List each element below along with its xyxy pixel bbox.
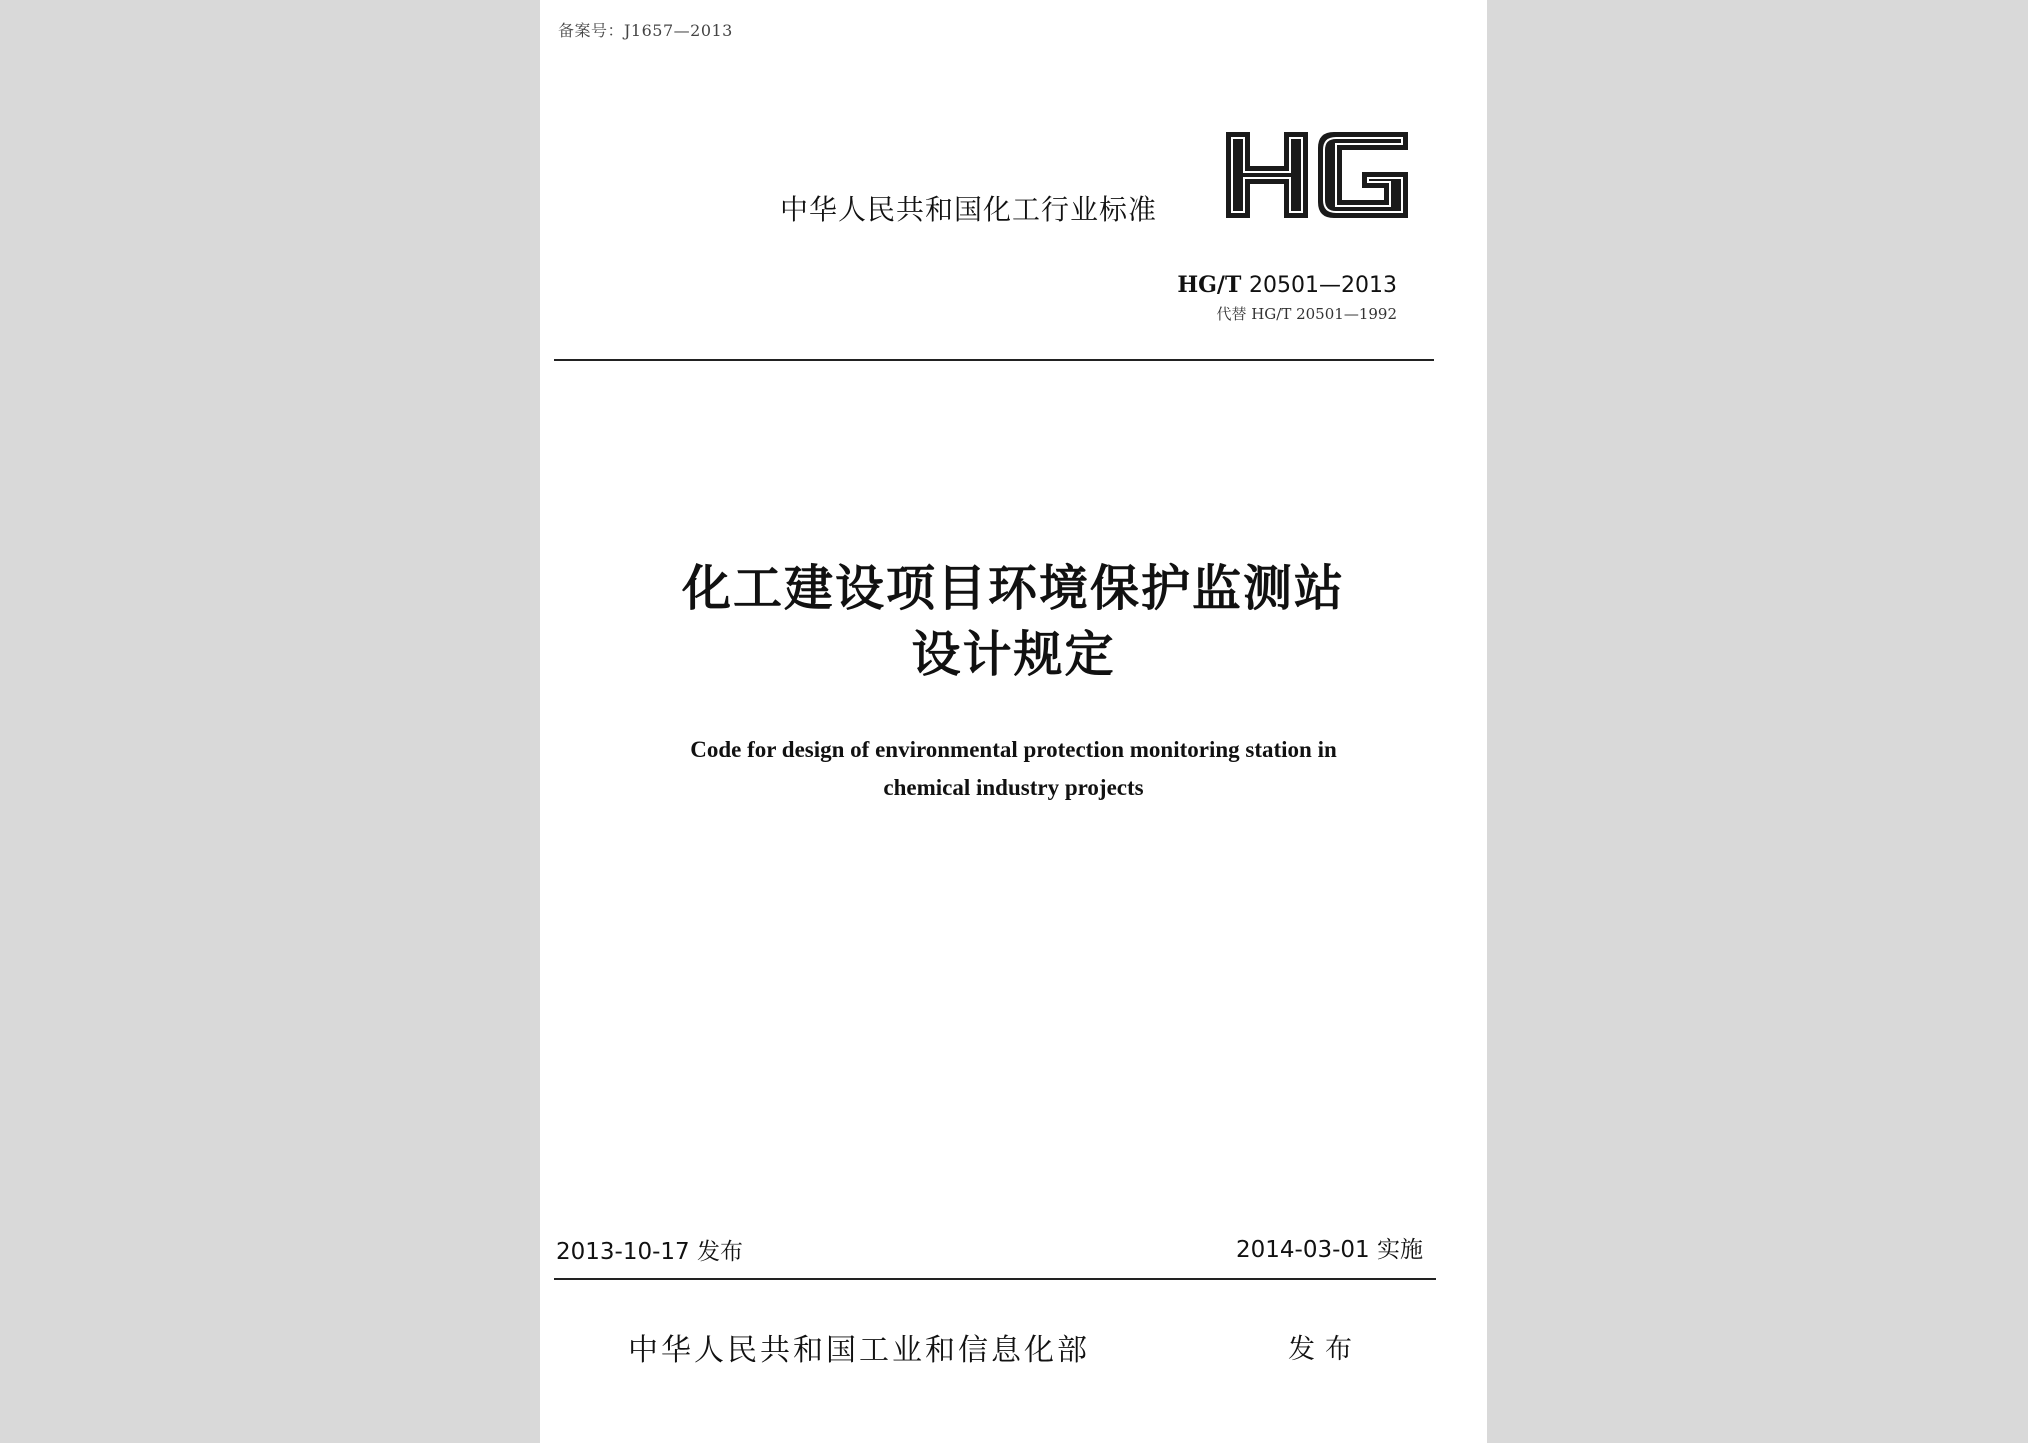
implementation-date: 2014-03-01 实施: [1236, 1237, 1423, 1263]
industry-standard-label: 中华人民共和国化工行业标准: [780, 193, 1158, 226]
title-chinese-line-1: 化工建设项目环境保护监测站: [681, 560, 1345, 617]
hg-logo: [1222, 128, 1412, 222]
standard-code-number: 20501—2013: [1249, 273, 1397, 298]
title-english-line-2: chemical industry projects: [883, 775, 1144, 800]
document-page: [540, 0, 1487, 1443]
bottom-divider: [554, 1278, 1436, 1280]
publish-label: 发布: [1288, 1334, 1362, 1365]
issue-date: 2013-10-17 发布: [556, 1239, 743, 1265]
standard-number: [1177, 272, 1397, 298]
issuing-ministry: 中华人民共和国工业和信息化部: [628, 1333, 1090, 1368]
title-chinese: [540, 556, 1487, 688]
replaces-standard: 代替 HG/T 20501—1992: [1216, 305, 1397, 323]
top-divider: [554, 359, 1434, 361]
title-english-line-1: Code for design of environmental protection monitoring station in: [690, 737, 1337, 762]
filing-number: 备案号：J1657—2013: [558, 21, 733, 40]
title-english: [540, 731, 1487, 807]
title-chinese-line-2: 设计规定: [911, 626, 1116, 683]
standard-code-prefix: HG/T: [1177, 272, 1242, 298]
